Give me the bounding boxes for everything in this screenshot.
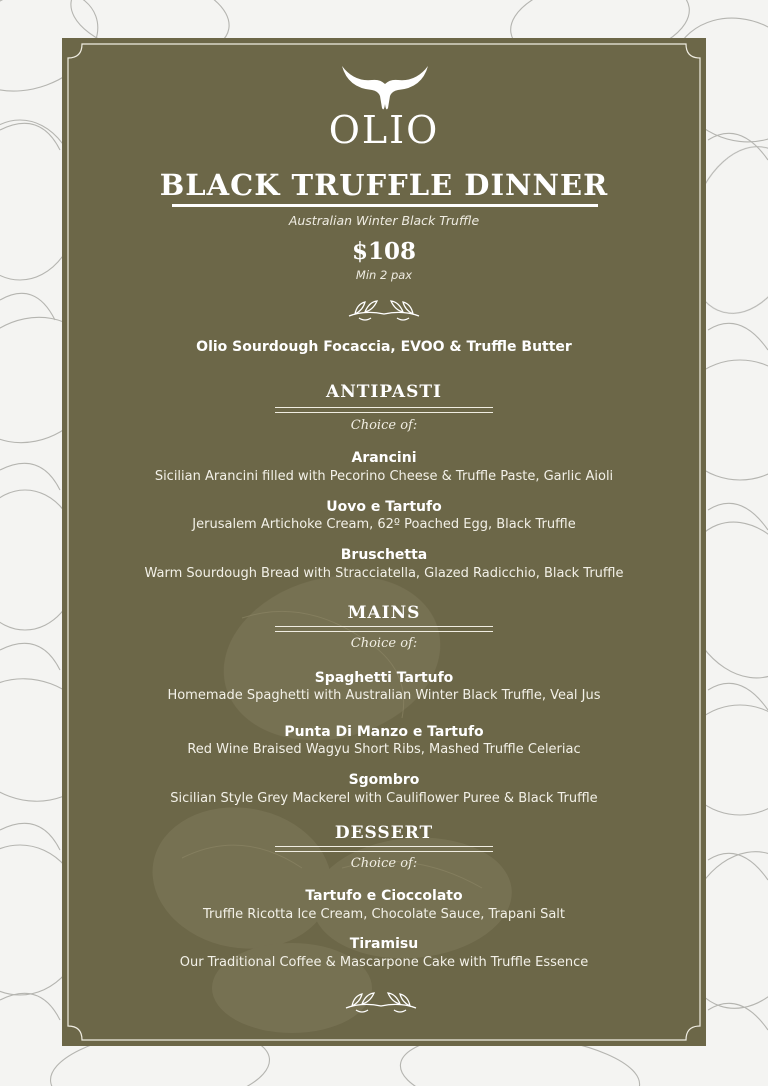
bull-horns-logo-icon <box>338 60 432 112</box>
choice-label-dessert: Choice of: <box>350 856 418 871</box>
menu-content <box>62 38 706 1046</box>
dish-name: Uovo e Tartufo <box>326 499 442 515</box>
dish-name: Tartufo e Cioccolato <box>305 888 463 904</box>
dish-name: Arancini <box>351 450 417 466</box>
dish-description: Our Traditional Coffee & Mascarpone Cake with Truffle Essence <box>179 955 589 970</box>
section-rule-mains <box>275 626 493 632</box>
dish-description: Truffle Ricotta Ice Cream, Chocolate Sauce, Trapani Salt <box>202 907 565 922</box>
dish-name: Bruschetta <box>340 547 428 563</box>
choice-label-antipasti: Choice of: <box>350 418 418 433</box>
dish-description: Sicilian Arancini filled with Pecorino Cheese & Truffle Paste, Garlic Aioli <box>154 469 614 484</box>
dish-description: Homemade Spaghetti with Australian Winter Black Truffle, Veal Jus <box>167 688 601 703</box>
subtitle: Australian Winter Black Truffle <box>288 213 480 228</box>
dish-description: Jerusalem Artichoke Cream, 62º Poached Egg, Black Truffle <box>192 517 576 532</box>
dish-name: Sgombro <box>348 772 420 788</box>
section-rule-dessert <box>275 846 493 852</box>
dish-name: Punta Di Manzo e Tartufo <box>284 724 484 740</box>
min-pax-note: Min 2 pax <box>355 268 413 282</box>
dish-name: Tiramisu <box>349 936 419 952</box>
olive-branch-icon <box>345 296 423 324</box>
section-rule-antipasti <box>275 407 493 413</box>
price: $108 <box>351 238 416 265</box>
dish-name: Spaghetti Tartufo <box>314 670 454 686</box>
section-heading-mains: MAINS <box>347 603 421 623</box>
choice-label-mains: Choice of: <box>350 636 418 651</box>
section-heading-dessert: DESSERT <box>334 823 434 843</box>
olive-branch-icon <box>342 988 420 1016</box>
section-heading-antipasti: ANTIPASTI <box>326 382 442 402</box>
dish-description: Sicilian Style Grey Mackerel with Cauliflower Puree & Black Truffle <box>170 791 598 806</box>
dish-description: Red Wine Braised Wagyu Short Ribs, Mashed Truffle Celeriac <box>187 742 581 757</box>
starter-item: Olio Sourdough Focaccia, EVOO & Truffle Butter <box>196 339 572 355</box>
page-title: BLACK TRUFFLE DINNER <box>159 168 609 202</box>
title-underline <box>172 204 598 207</box>
logo-text: OLIO <box>328 108 440 152</box>
dish-description: Warm Sourdough Bread with Stracciatella, Glazed Radicchio, Black Truffle <box>144 566 624 581</box>
